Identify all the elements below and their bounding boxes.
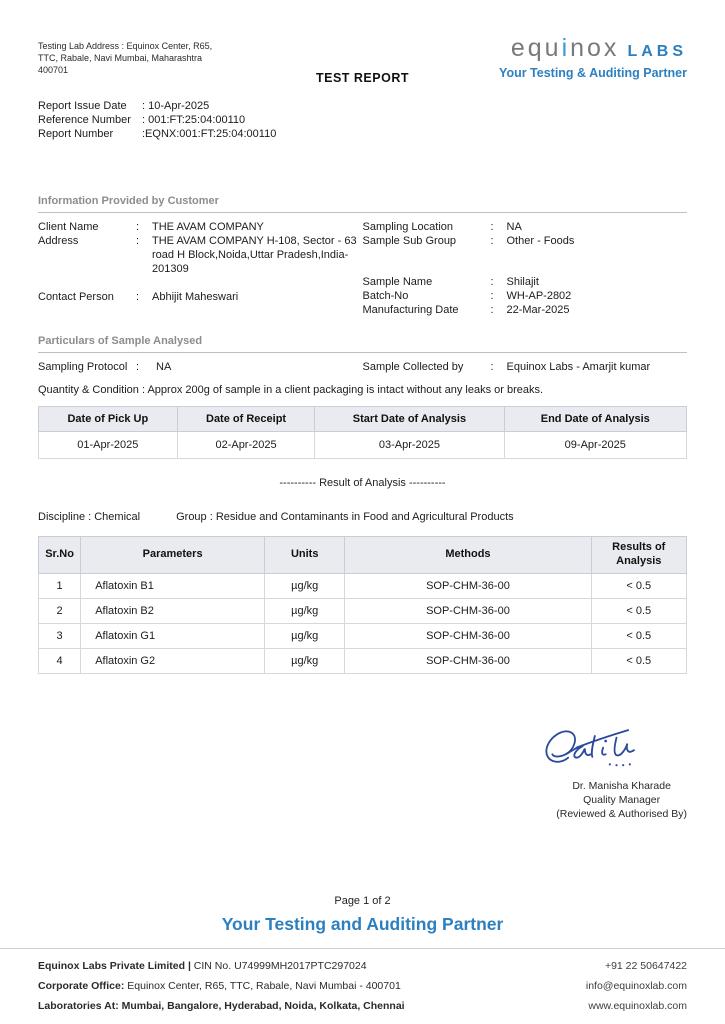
info-value: THE AVAM COMPANY (152, 221, 264, 234)
result-unit: µg/kg (265, 648, 345, 673)
result-parameter: Aflatoxin G2 (81, 648, 265, 673)
result-value: < 0.5 (591, 648, 686, 673)
meta-value: : 001:FT:25:04:00110 (142, 113, 246, 126)
colon: : (490, 235, 494, 248)
dates-header-start: Start Date of Analysis (315, 407, 504, 432)
meta-value: :EQNX:001:FT:25:04:00110 (142, 127, 277, 140)
info-label: Address (38, 235, 79, 248)
result-row (39, 648, 687, 673)
result-value: < 0.5 (591, 623, 686, 648)
section-title-customer: Information Provided by Customer (38, 195, 687, 213)
footer-company-info (38, 960, 367, 972)
lab-address-line: 400701 (38, 65, 69, 76)
info-value: WH-AP-2802 (506, 290, 572, 303)
info-value: Shilajit (506, 276, 539, 289)
footer-office-info (38, 980, 401, 992)
page-bottom (38, 895, 687, 1024)
signatory (556, 780, 687, 822)
info-label: Sample Collected by (362, 361, 464, 374)
info-value: NA (156, 361, 172, 374)
result-method: SOP-CHM-36-00 (345, 623, 591, 648)
result-method: SOP-CHM-36-00 (345, 573, 591, 598)
result-srno: 2 (39, 598, 81, 623)
info-row-manufacturing-date (363, 303, 688, 317)
colon: : (490, 276, 494, 289)
info-value: Approx 200g of sample in a client packaging is intact without any leaks or breaks. (147, 384, 544, 397)
signatory-note: (Reviewed & Authorised By) (556, 807, 687, 820)
results-header-results: Results of Analysis (591, 537, 686, 574)
result-method: SOP-CHM-36-00 (345, 648, 591, 673)
results-table-header-row (39, 537, 687, 574)
info-value: NA (506, 221, 522, 234)
logo-labs-text: LABS (627, 43, 687, 60)
info-row-sampling-location (363, 220, 688, 234)
customer-info-left (38, 220, 363, 317)
date-start-value: 03-Apr-2025 (315, 432, 504, 459)
meta-value: : 10-Apr-2025 (142, 100, 210, 112)
info-row-address (38, 234, 363, 276)
date-pickup-value: 01-Apr-2025 (39, 432, 178, 459)
result-value: < 0.5 (591, 598, 686, 623)
info-value: 22-Mar-2025 (506, 304, 570, 317)
footer-row-company (38, 960, 687, 972)
result-parameter: Aflatoxin G1 (81, 623, 265, 648)
sample-collected-by (363, 360, 688, 374)
sampling-protocol (38, 360, 363, 374)
result-row (39, 623, 687, 648)
info-label: Sampling Protocol (38, 361, 128, 374)
meta-label: Reference Number (38, 113, 131, 126)
info-value: Equinox Labs - Amarjit kumar (506, 361, 651, 374)
colon: : (490, 221, 494, 234)
info-row-client-name (38, 220, 363, 234)
date-end-value: 09-Apr-2025 (504, 432, 687, 459)
result-unit: µg/kg (265, 623, 345, 648)
dates-table-value-row (39, 432, 687, 459)
info-label: Quantity & Condition : (38, 384, 146, 397)
dates-header-end: End Date of Analysis (504, 407, 687, 432)
result-srno: 1 (39, 573, 81, 598)
info-value: Other - Foods (506, 235, 575, 248)
result-unit: µg/kg (265, 573, 345, 598)
footer-company-name: Equinox Labs Private Limited | (38, 959, 191, 972)
discipline-label: Discipline : Chemical (38, 511, 141, 524)
signatory-title: Quality Manager (583, 793, 661, 806)
footer-labs-info (38, 1000, 405, 1012)
group-label: Group : Residue and Contaminants in Food and Agricultural Products (176, 511, 514, 524)
meta-row-report-number (38, 128, 687, 142)
footer-office-label: Corporate Office: (38, 979, 125, 992)
info-value: THE AVAM COMPANY H-108, Sector - 63 road H Block,Noida,Uttar Pradesh,India-201309 (152, 235, 357, 276)
report-meta (38, 100, 687, 141)
result-row (39, 598, 687, 623)
info-row-sample-sub-group (363, 234, 688, 248)
results-header-methods: Methods (345, 537, 591, 574)
dates-header-receipt: Date of Receipt (177, 407, 315, 432)
signatory-name: Dr. Manisha Kharade (572, 779, 671, 792)
result-row (39, 573, 687, 598)
results-table (38, 536, 687, 674)
lab-address-line: TTC, Rabale, Navi Mumbai, Maharashtra (38, 53, 203, 64)
meta-row-issue-date (38, 100, 687, 114)
sampling-protocol-row (38, 360, 687, 374)
result-value: < 0.5 (591, 573, 686, 598)
info-row-batch-no (363, 289, 688, 303)
equinox-logo (499, 34, 687, 98)
report-title: TEST REPORT (315, 71, 409, 85)
colon: : (490, 304, 494, 317)
info-label: Sampling Location (362, 221, 454, 234)
signature-block (38, 716, 687, 822)
footer-website: www.equinoxlab.com (588, 999, 687, 1012)
quantity-condition-row (38, 384, 687, 396)
dates-table (38, 406, 687, 459)
meta-row-reference-number (38, 114, 687, 128)
results-header-srno: Sr.No (39, 537, 81, 574)
colon: : (136, 291, 140, 304)
result-srno: 3 (39, 623, 81, 648)
customer-info (38, 220, 687, 317)
colon: : (136, 221, 140, 234)
result-parameter: Aflatoxin B1 (81, 573, 265, 598)
logo-wordmark (499, 34, 687, 63)
date-receipt-value: 02-Apr-2025 (177, 432, 315, 459)
logo-blue-i: i (561, 34, 571, 62)
footer-office-address: Equinox Center, R65, TTC, Rabale, Navi Mumbai - 400701 (124, 979, 401, 992)
page-indicator: Page 1 of 2 (334, 894, 391, 907)
result-of-analysis-divider: ---------- Result of Analysis ---------- (279, 477, 446, 490)
result-unit: µg/kg (265, 598, 345, 623)
info-row-sample-name (363, 275, 688, 289)
colon: : (490, 290, 494, 303)
signature-image (539, 716, 649, 776)
footer-row-office (38, 980, 687, 992)
result-parameter: Aflatoxin B2 (81, 598, 265, 623)
info-label: Sample Sub Group (362, 235, 457, 248)
info-label: Sample Name (362, 276, 433, 289)
dates-header-pickup: Date of Pick Up (39, 407, 178, 432)
result-method: SOP-CHM-36-00 (345, 598, 591, 623)
colon: : (136, 235, 140, 248)
info-label: Batch-No (362, 290, 409, 303)
footer-email: info@equinoxlab.com (585, 979, 687, 992)
info-value: Abhijit Maheswari (152, 291, 239, 304)
logo-tagline: Your Testing & Auditing Partner (499, 66, 687, 80)
colon: : (136, 361, 140, 374)
meta-label: Report Issue Date (38, 100, 127, 112)
section-title-particulars: Particulars of Sample Analysed (38, 335, 687, 353)
info-label: Manufacturing Date (362, 304, 459, 317)
info-label: Client Name (38, 221, 99, 234)
result-srno: 4 (39, 648, 81, 673)
discipline-row (38, 511, 687, 523)
footer-row-labs (38, 1000, 687, 1012)
colon: : (490, 361, 494, 374)
info-row-contact-person (38, 290, 363, 304)
info-label: Contact Person (38, 291, 114, 304)
results-header-parameters: Parameters (81, 537, 265, 574)
results-header-units: Units (265, 537, 345, 574)
footer-cin: CIN No. U74999MH2017PTC297024 (190, 959, 367, 972)
footer-tagline: Your Testing and Auditing Partner (221, 913, 504, 934)
dates-table-header-row (39, 407, 687, 432)
logo-equinox-text: equinox (510, 34, 620, 62)
lab-address-line: Testing Lab Address : Equinox Center, R65, (38, 41, 213, 51)
customer-info-right (363, 220, 688, 317)
footer-phone: +91 22 50647422 (604, 959, 687, 972)
header (38, 34, 687, 98)
lab-address (38, 40, 212, 98)
meta-label: Report Number (38, 127, 114, 140)
footer-labs-list: Laboratories At: Mumbai, Bangalore, Hyderabad, Noida, Kolkata, Chennai (38, 999, 405, 1012)
footer (0, 948, 725, 1024)
